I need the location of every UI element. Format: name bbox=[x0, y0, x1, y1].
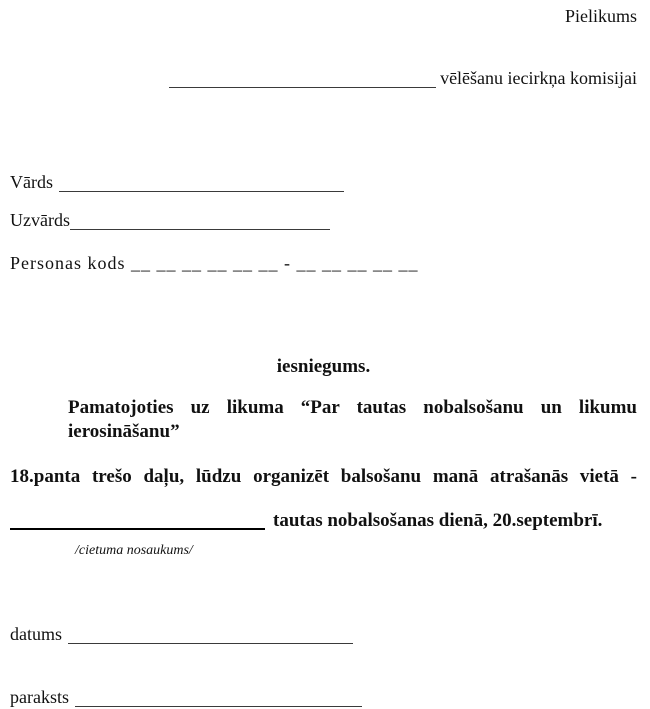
signature-label: paraksts bbox=[10, 687, 69, 707]
personal-code-row bbox=[10, 251, 637, 275]
personal-code-label: Personas kods bbox=[10, 253, 126, 273]
date-blank-line[interactable] bbox=[68, 643, 353, 644]
addressee-blank-line[interactable] bbox=[169, 87, 436, 88]
annex-label: Pielikums bbox=[564, 6, 637, 26]
body-paragraph-line-2: 18.panta trešo daļu, lūdzu organizēt balsošanu manā atrašanās vietā - bbox=[10, 466, 637, 487]
body-paragraph-line-3-text: tautas nobalsošanas dienā, 20.septembrī. bbox=[273, 510, 603, 531]
first-name-row bbox=[10, 170, 637, 194]
addressee-line bbox=[10, 66, 637, 90]
location-blank-line[interactable] bbox=[10, 528, 265, 530]
first-name-label: Vārds bbox=[10, 172, 53, 192]
last-name-row bbox=[10, 208, 637, 232]
body-paragraph-line-3 bbox=[10, 509, 637, 533]
first-name-blank-line[interactable] bbox=[59, 191, 344, 192]
personal-code-blank-boxes[interactable]: __ __ __ __ __ __ - __ __ __ __ __ bbox=[131, 253, 419, 273]
signature-row bbox=[10, 685, 637, 709]
body-paragraph-line-1: Pamatojoties uz likuma “Par tautas nobalsošanu un likumu ierosināšanu” bbox=[68, 397, 637, 442]
document-page bbox=[0, 4, 650, 707]
addressee-text: vēlēšanu iecirkņa komisijai bbox=[440, 68, 637, 88]
last-name-blank-line[interactable] bbox=[70, 229, 330, 230]
blank-caption-prison-name: /cietuma nosaukums/ bbox=[75, 543, 193, 558]
last-name-label: Uzvārds bbox=[10, 210, 70, 230]
document-title: iesniegums. bbox=[276, 356, 371, 377]
date-label: datums bbox=[10, 624, 62, 644]
date-row bbox=[10, 622, 637, 646]
signature-blank-line[interactable] bbox=[75, 706, 362, 707]
